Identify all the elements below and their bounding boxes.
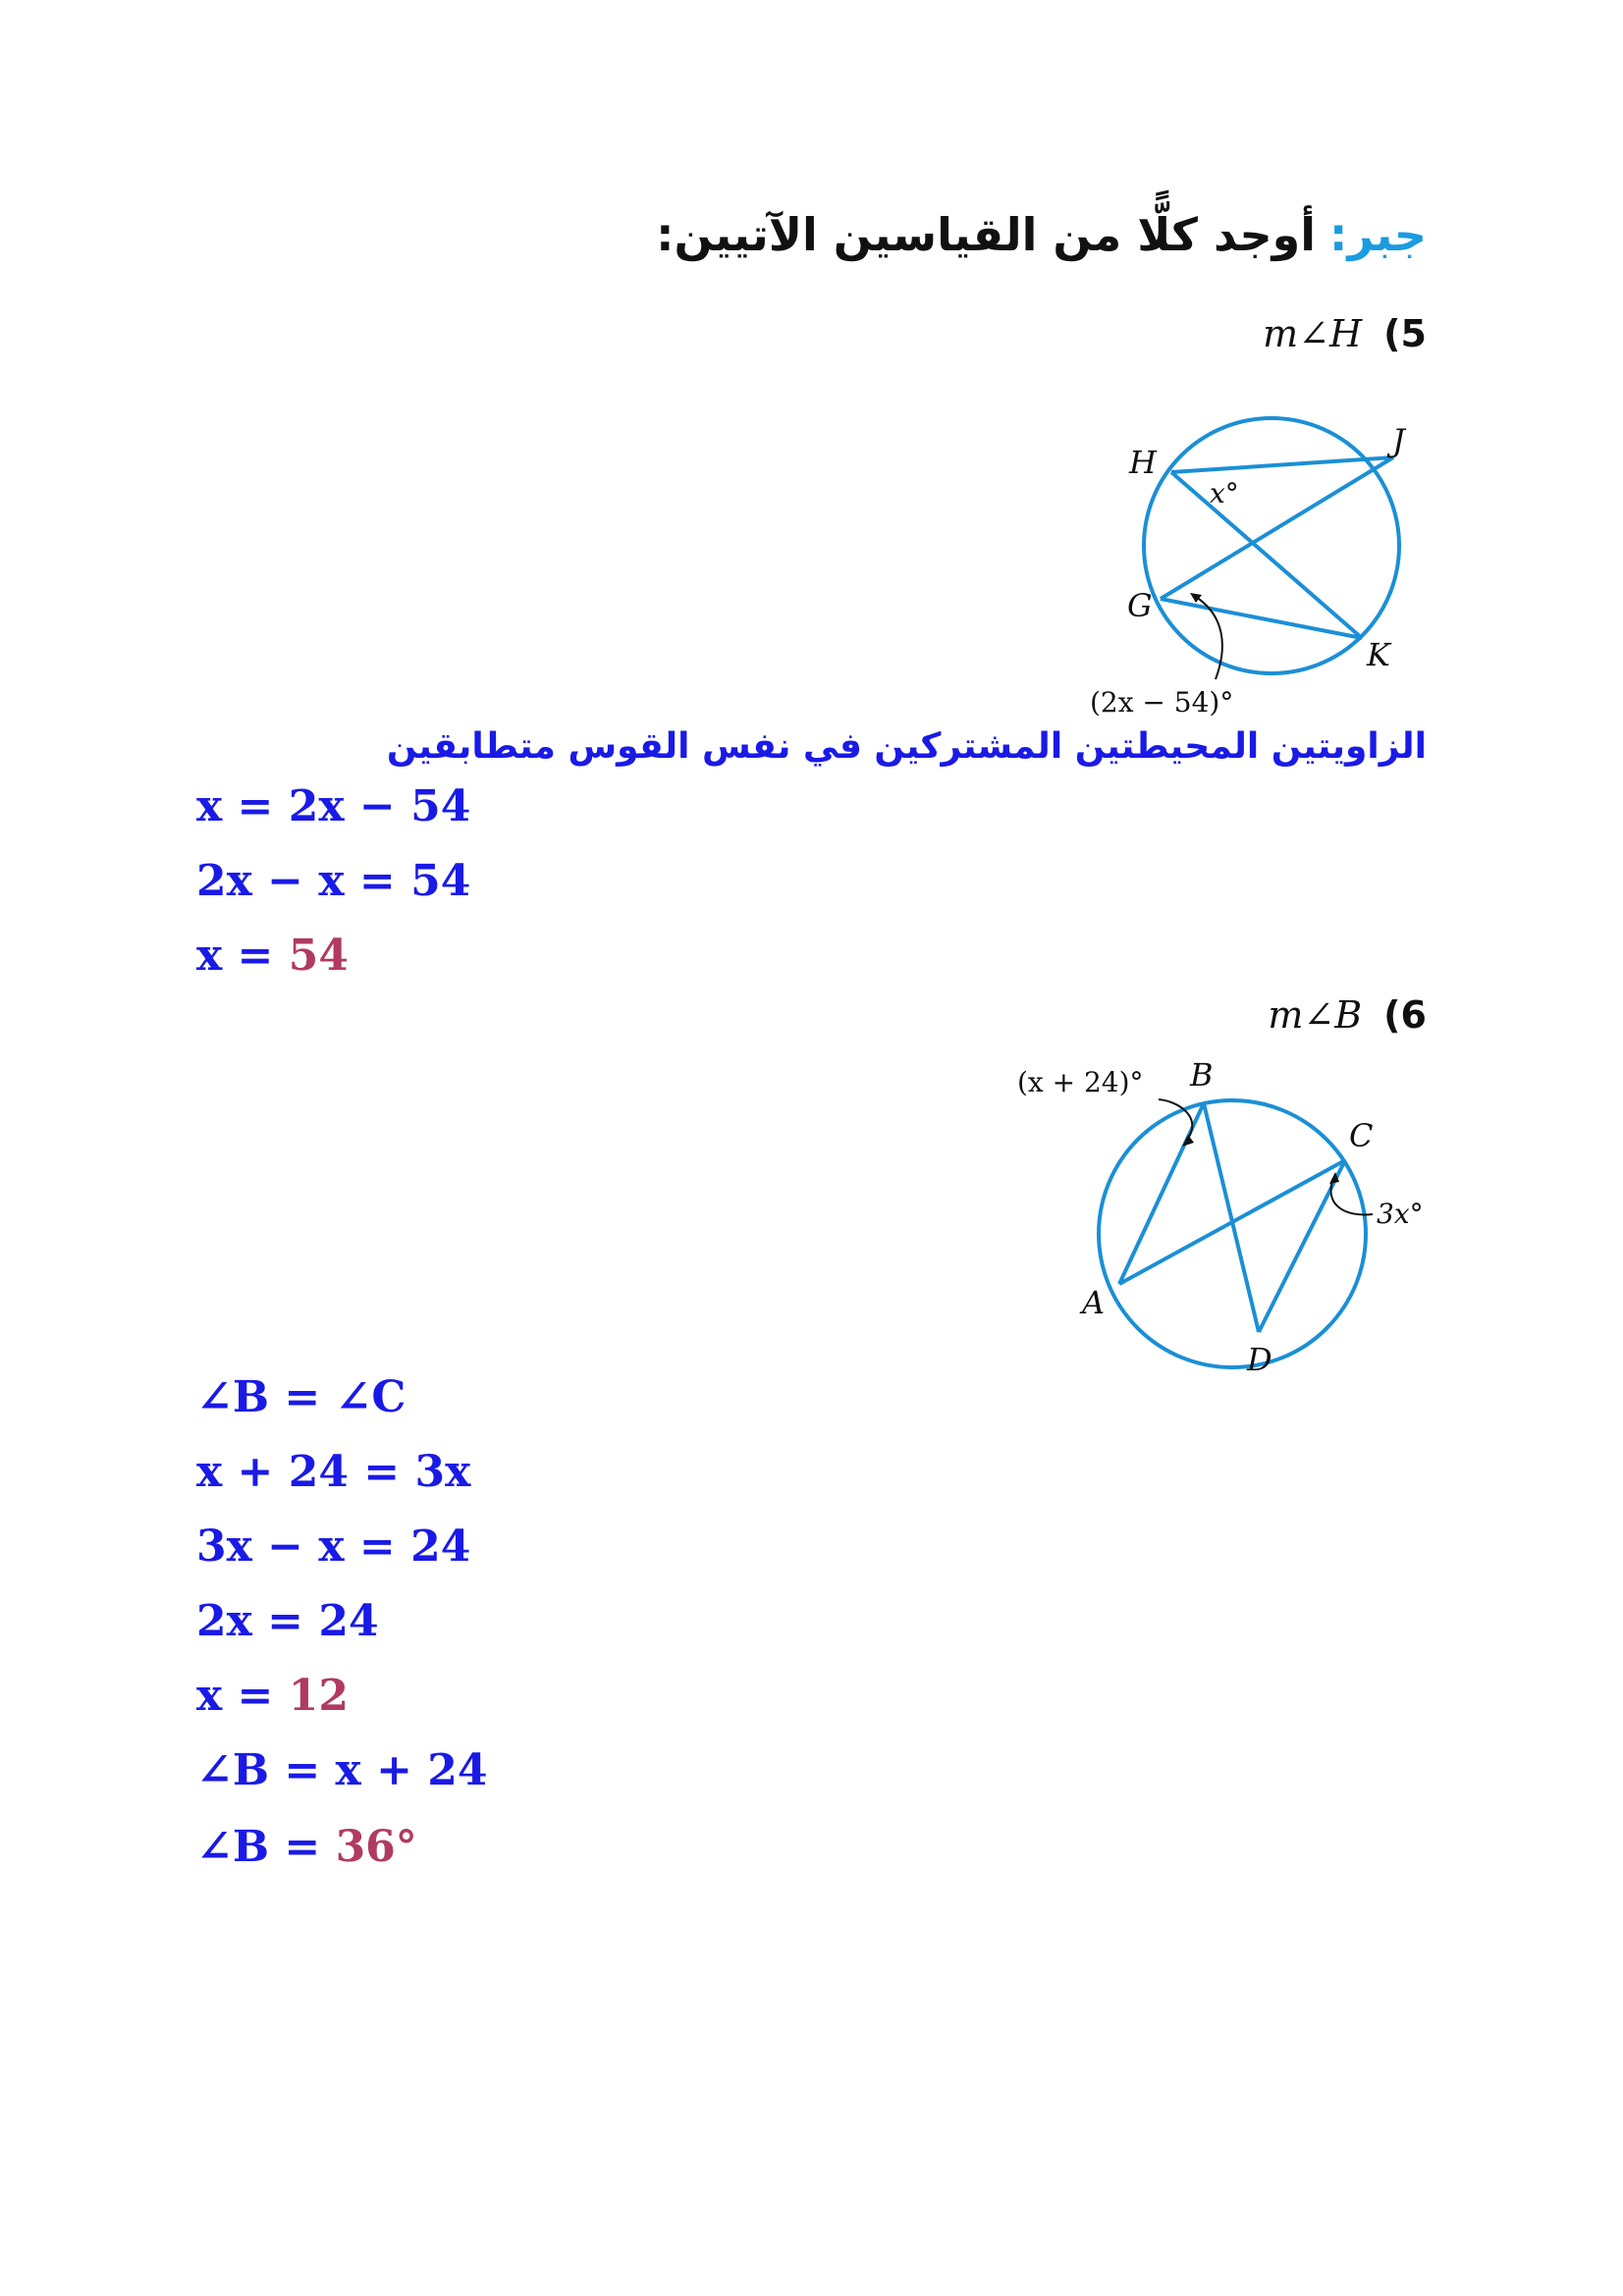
solution-6-step-7 (196, 1822, 417, 1872)
answer-value: 54 (288, 931, 349, 981)
label-a: A (1082, 1284, 1106, 1321)
solution-5-step-1 (196, 781, 470, 831)
problem-5-expression: m∠H (1263, 312, 1363, 355)
step-text: x = 2x − 54 (196, 781, 471, 831)
answer-value: 36° (335, 1822, 417, 1872)
step-text: ∠B = x + 24 (196, 1745, 488, 1795)
step-text: x = (196, 931, 289, 981)
label-h: H (1129, 444, 1157, 481)
problem-6-number-prefix: ( (1383, 993, 1401, 1037)
step-text: x + 24 = 3x (196, 1447, 471, 1497)
problem-6-expression: m∠B (1268, 993, 1363, 1037)
section-instruction: أوجد كلًّا من القياسين الآتيين: (656, 208, 1317, 261)
problem-5-number-prefix: ( (1383, 312, 1401, 355)
solution-5-step-3 (196, 931, 349, 981)
problem-6-number: 6 (1400, 993, 1427, 1037)
chord-bd (1204, 1103, 1259, 1332)
circle-diagram-6 (1011, 1031, 1443, 1384)
solution-6-step-6 (196, 1745, 488, 1795)
label-k: K (1367, 636, 1390, 673)
angle-c-pointer (1331, 1178, 1373, 1214)
label-d: D (1247, 1341, 1272, 1378)
label-angle-g: (2x − 54)° (1090, 686, 1234, 719)
step-text: ∠B = (196, 1822, 336, 1872)
solution-6-step-2 (196, 1447, 470, 1497)
chord-gj (1161, 457, 1393, 599)
answer-value: 12 (288, 1671, 349, 1721)
chord-hj (1171, 457, 1393, 472)
chord-gk (1161, 599, 1362, 638)
section-label: جبر: (1329, 208, 1427, 261)
label-g: G (1127, 587, 1153, 624)
step-text: ∠B = ∠C (196, 1372, 406, 1422)
solution-6-step-3 (196, 1522, 470, 1572)
solution-6-step-4 (196, 1596, 379, 1646)
step-text: x = (196, 1671, 289, 1721)
step-text: 2x − x = 54 (196, 856, 471, 906)
chord-hk (1171, 472, 1362, 638)
solution-6-step-1 (196, 1372, 406, 1422)
chord-ca (1119, 1160, 1345, 1284)
label-b: B (1190, 1056, 1214, 1094)
label-j: J (1392, 422, 1405, 459)
problem-5-label (1263, 312, 1427, 355)
angle-g-arrowhead (1190, 593, 1202, 603)
step-text: 2x = 24 (196, 1596, 379, 1646)
label-c: C (1349, 1117, 1374, 1154)
label-angle-b: (x + 24)° (1017, 1066, 1144, 1098)
explanation-note: الزاويتين المحيطتين المشتركين في نفس القوس متطابقين (386, 726, 1427, 767)
label-angle-c: 3x° (1377, 1198, 1424, 1230)
solution-5-step-2 (196, 856, 470, 906)
label-angle-x: x° (1210, 477, 1239, 509)
solution-6-step-5 (196, 1671, 349, 1721)
step-text: 3x − x = 24 (196, 1522, 471, 1572)
section-heading (656, 208, 1427, 261)
circle-diagram-5 (1080, 402, 1434, 726)
circle-6 (1099, 1100, 1366, 1367)
angle-b-arrowhead (1182, 1135, 1194, 1147)
problem-5-number: 5 (1400, 312, 1427, 355)
